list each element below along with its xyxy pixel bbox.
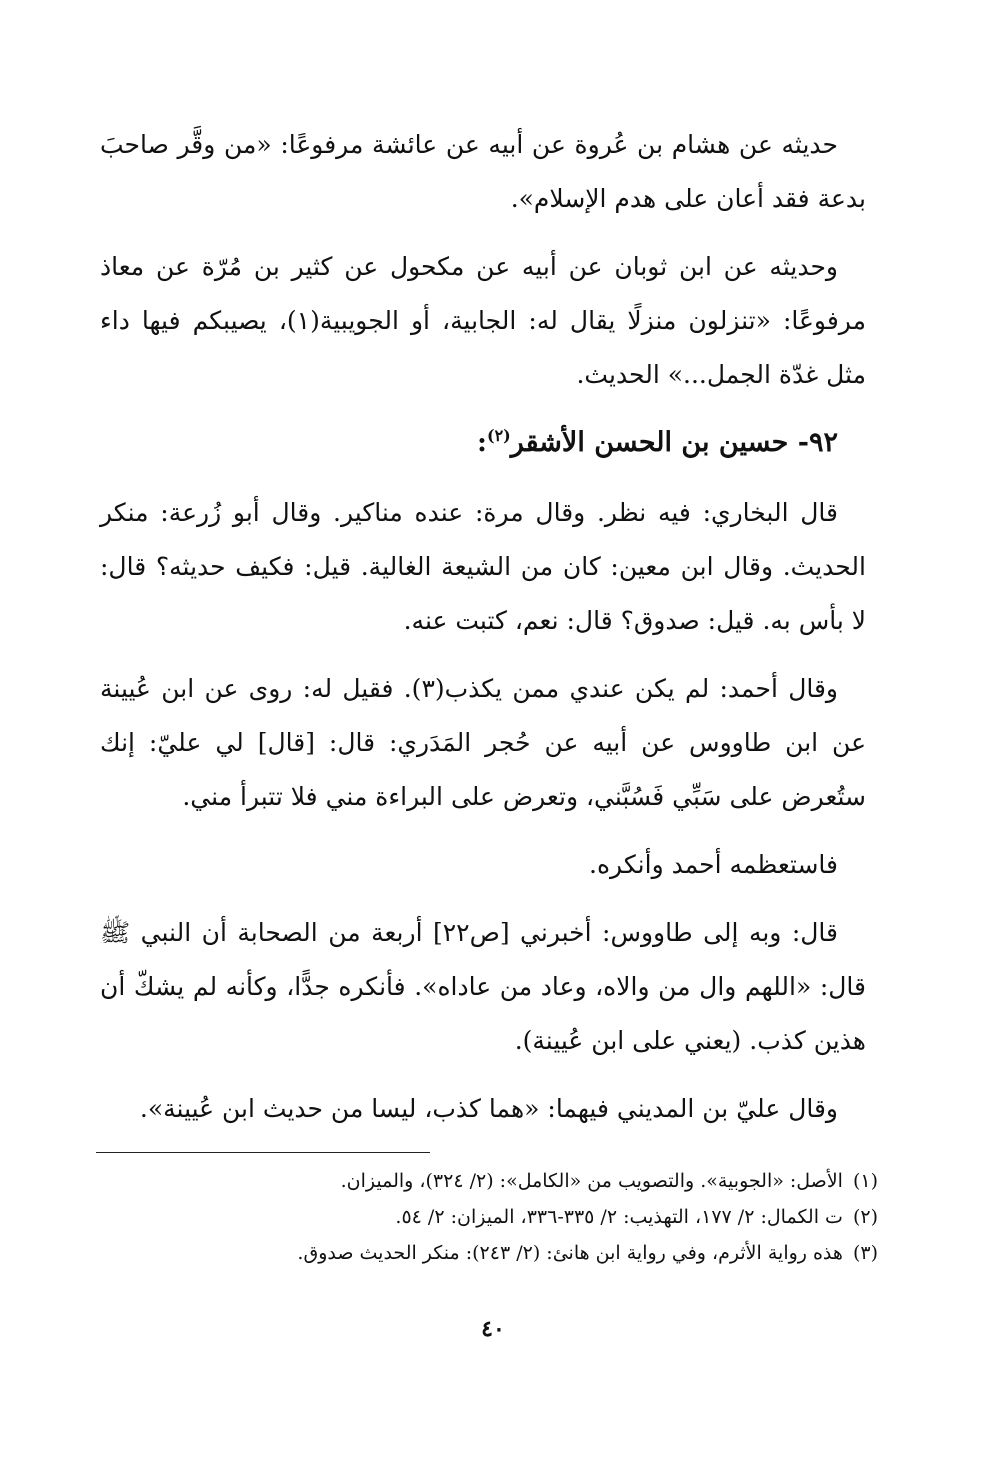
paragraph-5 [100, 838, 866, 892]
footnotes [100, 1163, 878, 1271]
paragraph-5-text: فاستعظمه أحمد وأنكره. [589, 850, 838, 879]
footnote-1 [100, 1163, 878, 1199]
footnote-1-text: الأصل: «الجوبية». والتصويب من «الكامل»: (٢/ ٣٢٤)، والميزان. [340, 1170, 843, 1192]
footnote-2-text: ت الكمال: ٢/ ١٧٧، التهذيب: ٢/ ٣٣٥-٣٣٦، الميزان: ٢/ ٥٤. [395, 1206, 843, 1228]
main-text [100, 118, 866, 1150]
paragraph-3-text: قال البخاري: فيه نظر. وقال مرة: عنده مناكير. وقال أبو زُرعة: منكر الحديث. وقال ابن معين: كان من الشيعة الغالية. قيل: فكيف حديثه؟ قال: لا بأس به. قيل: صدوق؟ قال: نعم، كتبت عنه. [100, 498, 866, 635]
paragraph-2-text: وحديثه عن ابن ثوبان عن أبيه عن مكحول عن كثير بن مُرّة عن معاذ مرفوعًا: «تنزلون منزلًا يقال له: الجابية، أو الجويبية(١)، يصيبكم فيها داء مثل غدّة الجمل...» الحديث. [100, 252, 866, 389]
paragraph-7 [100, 1082, 866, 1136]
footnote-3 [100, 1235, 878, 1271]
paragraph-4-text: وقال أحمد: لم يكن عندي ممن يكذب(٣). فقيل له: روى عن ابن عُيينة عن ابن طاووس عن أبيه عن حُجر المَدَري: قال: [قال] لي عليّ: إنك ستُعرض على سَبِّي فَسُبَّني، وتعرض على البراءة مني فلا تتبرأ مني. [100, 674, 866, 811]
entry-heading-text: ٩٢- حسين بن الحسن الأشقر [510, 427, 838, 458]
paragraph-1-text: حديثه عن هشام بن عُروة عن أبيه عن عائشة مرفوعًا: «من وقَّر صاحبَ بدعة فقد أعان على هدم الإسلام». [100, 130, 866, 213]
footnote-3-text: هذه رواية الأثرم، وفي رواية ابن هانئ: (٢/ ٢٤٣): منكر الحديث صدوق. [297, 1242, 843, 1264]
entry-heading-footnote-ref: (٢) [487, 426, 511, 445]
footnote-separator [96, 1152, 430, 1153]
entry-heading-suffix: : [477, 427, 487, 458]
paragraph-3 [100, 486, 866, 648]
entry-heading [100, 416, 866, 470]
paragraph-6 [100, 906, 866, 1068]
paragraph-2 [100, 240, 866, 402]
footnote-2 [100, 1199, 878, 1235]
paragraph-4 [100, 662, 866, 824]
page-number: ٤٠ [481, 1316, 505, 1342]
paragraph-1 [100, 118, 866, 226]
paragraph-7-text: وقال عليّ بن المديني فيهما: «هما كذب، ليسا من حديث ابن عُيينة». [139, 1094, 838, 1123]
footnote-3-number: (٣) [852, 1242, 878, 1264]
footnote-1-number: (١) [852, 1170, 878, 1192]
footnote-2-number: (٢) [852, 1206, 878, 1228]
paragraph-6-text: قال: وبه إلى طاووس: أخبرني [ص٢٢] أربعة من الصحابة أن النبي ﷺ قال: «اللهم وال من والاه، وعاد من عاداه». فأنكره جدًّا، وكأنه لم يشكّ أن هذين كذب. (يعني على ابن عُيينة). [100, 918, 866, 1055]
